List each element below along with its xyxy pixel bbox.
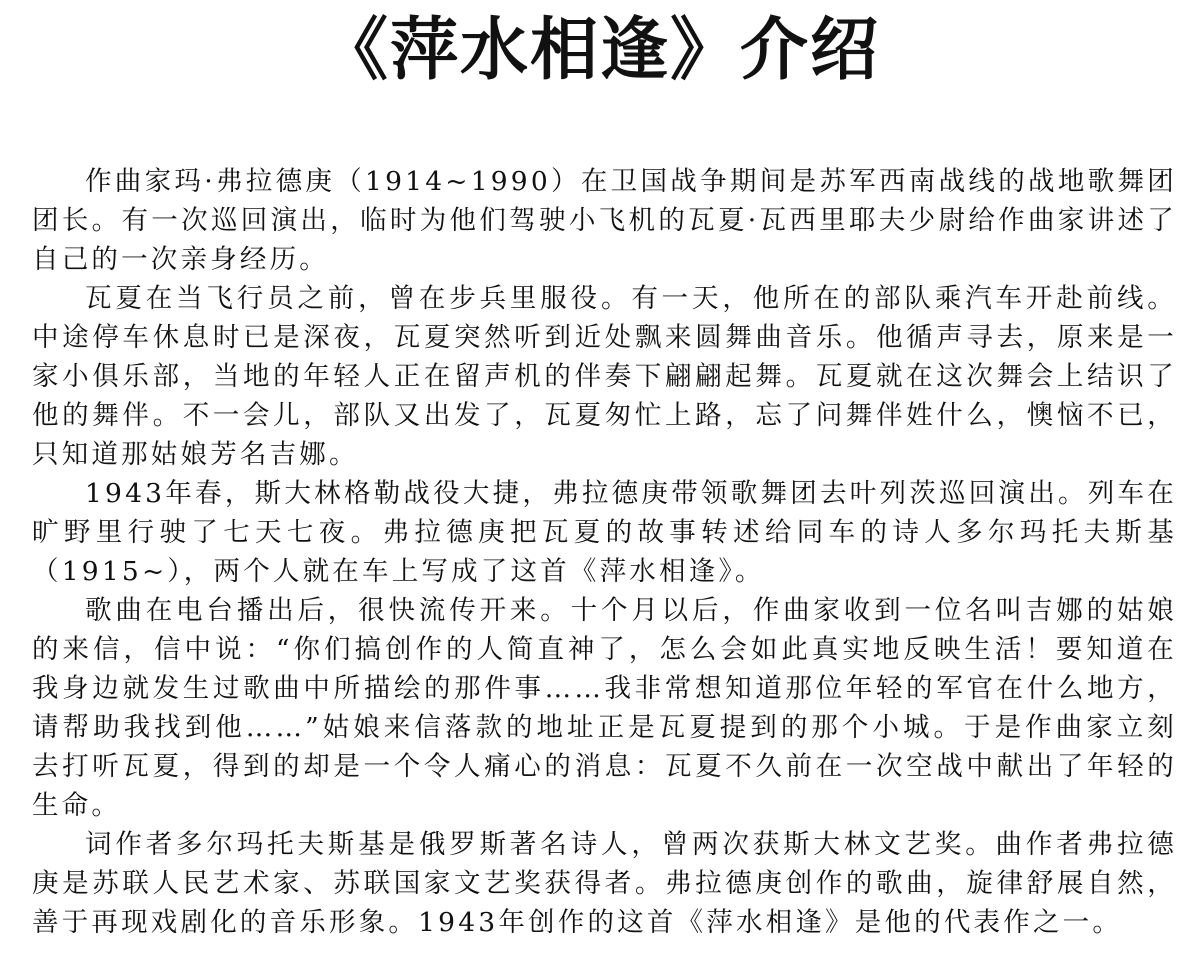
paragraph-4: 歌曲在电台播出后，很快流传开来。十个月以后，作曲家收到一位名叫吉娜的姑娘的来信，信中说：“你们搞创作的人简直神了，怎么会如此真实地反映生活！要知道在我身边就发生过歌曲中所描绘的那件事……我非常想知道那位年轻的军官在什么地方，请帮助我找到他……”姑娘来信落款的地址正是瓦夏提到的那个小城。于是作曲家立刻去打听瓦夏，得到的却是一个令人痛心的消息：瓦夏不久前在一次空战中献出了年轻的生命。 bbox=[32, 595, 1177, 821]
article-body bbox=[32, 162, 1177, 942]
paragraph-2: 瓦夏在当飞行员之前，曾在步兵里服役。有一天，他所在的部队乘汽车开赴前线。中途停车休息时已是深夜，瓦夏突然听到近处飘来圆舞曲音乐。他循声寻去，原来是一家小俱乐部，当地的年轻人正在留声机的伴奏下翩翩起舞。瓦夏就在这次舞会上结识了他的舞伴。不一会儿，部队又出发了，瓦夏匆忙上路，忘了问舞伴姓什么，懊恼不已，只知道那姑娘芳名吉娜。 bbox=[32, 283, 1177, 470]
paragraph-5: 词作者多尔玛托夫斯基是俄罗斯著名诗人，曾两次获斯大林文艺奖。曲作者弗拉德庚是苏联人民艺术家、苏联国家文艺奖获得者。弗拉德庚创作的歌曲，旋律舒展自然，善于再现戏剧化的音乐形象。1943年创作的这首《萍水相逢》是他的代表作之一。 bbox=[32, 829, 1177, 938]
paragraph-1: 作曲家玛·弗拉德庚（1914~1990）在卫国战争期间是苏军西南战线的战地歌舞团团长。有一次巡回演出，临时为他们驾驶小飞机的瓦夏·瓦西里耶夫少尉给作曲家讲述了自己的一次亲身经历。 bbox=[32, 166, 1177, 275]
page-title: 《萍水相逢》介绍 bbox=[319, 11, 880, 90]
paragraph-3: 1943年春，斯大林格勒战役大捷，弗拉德庚带领歌舞团去叶列茨巡回演出。列车在旷野里行驶了七天七夜。弗拉德庚把瓦夏的故事转述给同车的诗人多尔玛托夫斯基（1915~），两个人就在车上写成了这首《萍水相逢》。 bbox=[32, 478, 1177, 587]
